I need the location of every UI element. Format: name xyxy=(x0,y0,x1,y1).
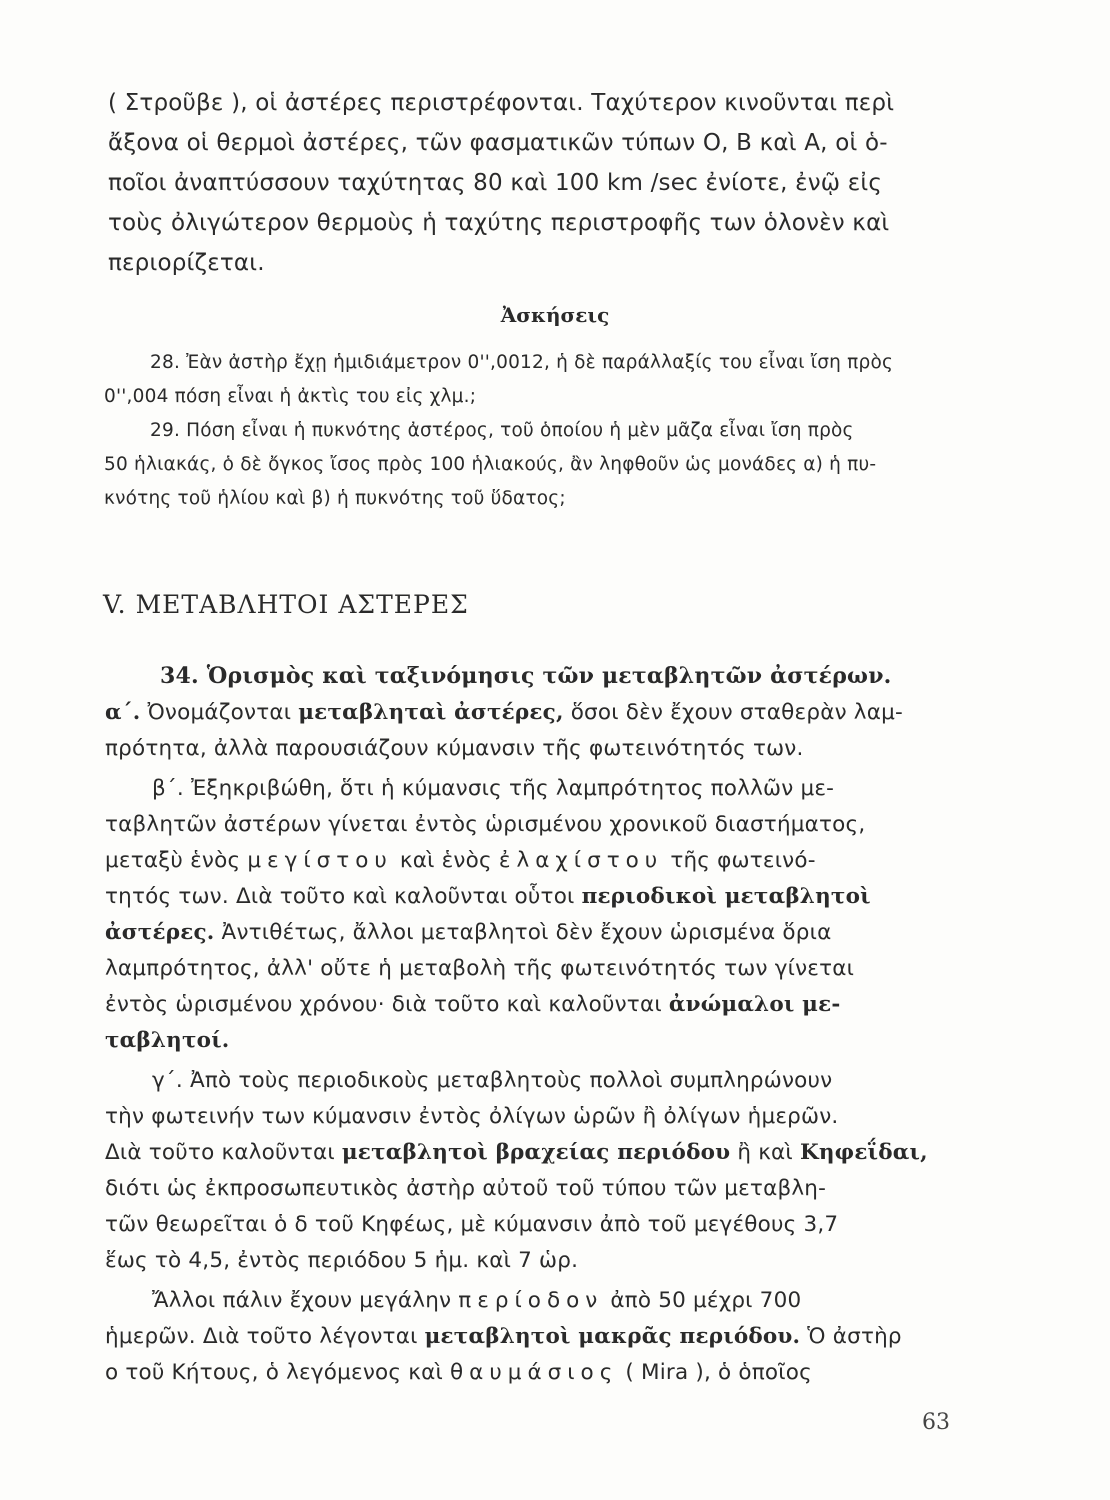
term-short-period-variables: μεταβλητοὶ βραχείας περιόδου xyxy=(341,1140,731,1165)
exercise-29-line-3: κνότης τοῦ ἡλίου καὶ β) ἡ πυκνότης τοῦ ὕδατος; xyxy=(104,488,566,509)
page-number: 63 xyxy=(922,1410,950,1435)
para-c-line-5: τῶν θεωρεῖται ὁ δ τοῦ Κηφέως, μὲ κύμανσιν ἀπὸ τοῦ μεγέθους 3,7 xyxy=(105,1212,839,1237)
section-number: 34. xyxy=(160,663,199,689)
spaced-word-mira: θαυμάσιος xyxy=(450,1360,619,1385)
para-c-line-3 xyxy=(105,1140,928,1165)
para-b-line-1: β΄. Ἐξηκριβώθη, ὅτι ἡ κύμανσις τῆς λαμπρότητος πολλῶν με- xyxy=(152,776,835,801)
exercise-29-line-2: 50 ἡλιακάς, ὁ δὲ ὄγκος ἴσος πρὸς 100 ἡλιακούς, ἂν ληφθοῦν ὡς μονάδες α) ἡ πυ- xyxy=(104,454,877,475)
para-a-line-2: πρότητα, ἀλλὰ παρουσιάζουν κύμανσιν τῆς φωτεινότητός των. xyxy=(105,736,804,761)
para-d-line-3 xyxy=(105,1360,812,1385)
intro-line-2: ἄξονα οἱ θερμοὶ ἀστέρες, τῶν φασματικῶν τύπων Ο, Β καὶ Α, οἱ ὁ- xyxy=(108,130,888,156)
intro-line-5: περιορίζεται. xyxy=(108,250,265,276)
exercise-28-line-1: 28. Ἐὰν ἀστὴρ ἔχῃ ἡμιδιάμετρον 0'',0012, ἡ δὲ παράλλαξίς του εἶναι ἴση πρὸς xyxy=(150,352,894,373)
exercise-28-line-2: 0'',004 πόση εἶναι ἡ ἀκτὶς του εἰς χλμ.; xyxy=(104,386,477,407)
para-d-line-2 xyxy=(105,1324,902,1349)
text-span: Ὀνομάζονται xyxy=(147,700,292,725)
exercises-heading: Ἀσκήσεις xyxy=(500,303,610,327)
spaced-word-minimum: ἐλαχίστου xyxy=(498,848,664,873)
text-span: ἡμερῶν. Διὰ τοῦτο λέγονται xyxy=(105,1324,418,1349)
text-span: μεταξὺ ἑνὸς xyxy=(105,848,241,873)
text-span: τῆς φωτεινό- xyxy=(670,848,816,873)
term-variable-stars: μεταβληταὶ ἀστέρες, xyxy=(298,700,564,725)
text-span: ὅσοι δὲν ἔχουν σταθερὰν λαμ- xyxy=(570,700,903,725)
para-c-line-1: γ΄. Ἀπὸ τοὺς περιοδικοὺς μεταβλητοὺς πολλοὶ συμπληρώνουν xyxy=(152,1068,833,1093)
para-b-line-3 xyxy=(105,848,816,873)
para-b-line-2: ταβλητῶν ἀστέρων γίνεται ἐντὸς ὡρισμένου χρονικοῦ διαστήματος, xyxy=(105,812,866,837)
chapter-title: V. ΜΕΤΑΒΛΗΤΟΙ ΑΣΤΕΡΕΣ xyxy=(103,590,469,619)
para-b-line-8: ταβλητοί. xyxy=(105,1028,230,1053)
intro-line-3: ποῖοι ἀναπτύσσουν ταχύτητας 80 καὶ 100 km /sec ἐνίοτε, ἐνῷ εἰς xyxy=(108,170,883,196)
para-a-label: α΄. xyxy=(105,700,141,725)
para-c-line-2: τὴν φωτεινήν των κύμανσιν ἐντὸς ὀλίγων ὡρῶν ἢ ὀλίγων ἡμερῶν. xyxy=(105,1104,839,1129)
text-span: Διὰ τοῦτο καλοῦνται xyxy=(105,1140,335,1165)
text-span: Ὁ ἀστὴρ xyxy=(807,1324,902,1349)
intro-line-4: τοὺς ὀλιγώτερον θερμοὺς ἡ ταχύτης περιστροφῆς των ὁλονὲν καὶ xyxy=(108,210,890,236)
spaced-word-period: περίοδον xyxy=(458,1288,604,1313)
para-a-line-1 xyxy=(105,700,903,725)
term-cepheids: Κηφεΐδαι, xyxy=(799,1140,928,1165)
para-b-line-7 xyxy=(105,992,841,1017)
spaced-word-maximum: μεγίστου xyxy=(247,848,393,873)
para-c-line-6: ἕως τὸ 4,5, ἐντὸς περιόδου 5 ἡμ. καὶ 7 ὡρ. xyxy=(105,1248,579,1273)
text-span: ( Mira ), ὁ ὁποῖος xyxy=(625,1360,812,1385)
para-d-line-1 xyxy=(152,1288,801,1313)
term-irregular-variables: ἀνώμαλοι με- xyxy=(668,992,841,1017)
para-c-line-4: διότι ὡς ἐκπροσωπευτικὸς ἀστὴρ αὐτοῦ τοῦ τύπου τῶν μεταβλη- xyxy=(105,1176,827,1201)
text-span: ἀπὸ 50 μέχρι 700 xyxy=(610,1288,802,1313)
term-periodic-variables: περιοδικοὶ μεταβλητοὶ xyxy=(581,884,871,909)
text-span: τητός των. Διὰ τοῦτο καὶ καλοῦνται οὗτοι xyxy=(105,884,575,909)
exercise-29-line-1: 29. Πόση εἶναι ἡ πυκνότης ἀστέρος, τοῦ ὁποίου ἡ μὲν μᾶζα εἶναι ἴση πρὸς xyxy=(150,420,854,441)
text-span: ἐντὸς ὡρισμένου χρόνου· διὰ τοῦτο καὶ καλοῦνται xyxy=(105,992,662,1017)
para-b-line-5 xyxy=(105,920,831,945)
intro-line-1: ( Στροῦβε ), οἱ ἀστέρες περιστρέφονται. Ταχύτερον κινοῦνται περὶ xyxy=(108,90,895,116)
term-periodic-variables-end: ἀστέρες. xyxy=(105,920,215,945)
section-heading xyxy=(160,663,892,689)
text-span: καὶ ἑνὸς xyxy=(399,848,492,873)
para-b-line-6: λαμπρότητος, ἀλλ' οὔτε ἡ μεταβολὴ τῆς φωτεινότητός των γίνεται xyxy=(105,956,855,981)
para-b-line-4 xyxy=(105,884,871,909)
term-long-period-variables: μεταβλητοὶ μακρᾶς περιόδου. xyxy=(424,1324,801,1349)
text-span: Ἄλλοι πάλιν ἔχουν μεγάλην xyxy=(152,1288,452,1313)
text-span: ο τοῦ Κήτους, ὁ λεγόμενος καὶ xyxy=(105,1360,443,1385)
text-span: Ἀντιθέτως, ἄλλοι μεταβλητοὶ δὲν ἔχουν ὡρισμένα ὅρια xyxy=(221,920,832,945)
text-span: ἢ καὶ xyxy=(737,1140,793,1165)
section-title: Ὁρισμὸς καὶ ταξινόμησις τῶν μεταβλητῶν ἀστέρων. xyxy=(206,663,892,689)
